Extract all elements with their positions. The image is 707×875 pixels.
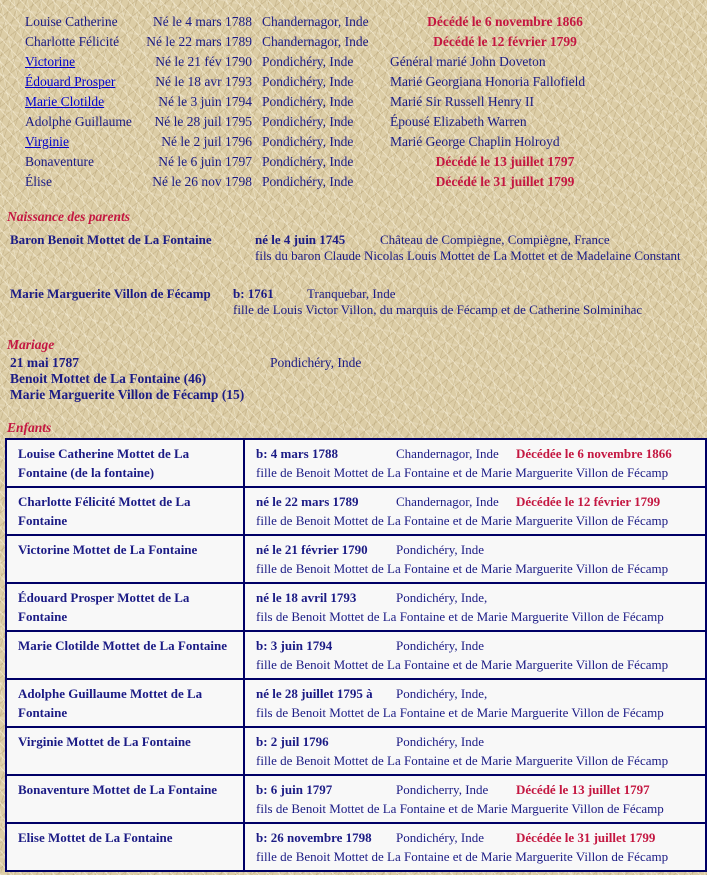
child-full-name: Charlotte Félicité Mottet de La Fontaine [6,487,244,535]
birth-place: Pondichéry, Inde [262,94,354,109]
table-row [6,727,706,775]
death-note: Décédé le 12 février 1799 [433,34,577,49]
birth-place: Chandernagor, Inde [262,34,369,49]
mother-birth-line [233,286,707,302]
father-name: Baron Benoit Mottet de La Fontaine [10,232,212,247]
birth-date: Né le 22 mars 1789 [146,34,252,49]
section-heading-mariage: Mariage [7,337,55,352]
marriage-note: Marié Sir Russell Henry II [390,94,534,109]
table-row [6,679,706,727]
section-heading-naissance-des-parents: Naissance des parents [7,209,131,224]
section-heading-enfants: Enfants [7,420,52,435]
birth-list-row [25,52,707,72]
child-birth-date: b: 6 juin 1797 [256,782,333,797]
child-lineage: fille de Benoit Mottet de La Fontaine et de Marie Marguerite Villon de Fécamp [256,465,669,480]
child-birth-date: b: 3 juin 1794 [256,638,333,653]
child-birth-date: b: 2 juil 1796 [256,734,329,749]
mother-birth-date: b: 1761 [233,286,274,301]
child-birth-line [256,636,699,655]
marriage-record [10,355,707,403]
child-full-name: Victorine Mottet de La Fontaine [6,535,244,583]
child-link-edouard-prosper[interactable]: Édouard Prosper [25,74,116,89]
child-birth-place: Pondichéry, Inde, [396,686,488,701]
father-birth-place: Château de Compiègne, Compiègne, France [380,232,610,247]
birth-list-row [25,152,707,172]
mother-lineage: fille de Louis Victor Villon, du marquis de Fécamp et de Catherine Solminihac [233,302,643,317]
child-link-marie-clotilde[interactable]: Marie Clotilde [25,94,105,109]
mother-name: Marie Marguerite Villon de Fécamp [10,286,211,301]
child-birth-date: né le 22 mars 1789 [256,494,359,509]
birth-list-row [25,172,707,192]
father-birth-line [255,232,707,248]
child-lineage: fils de Benoit Mottet de La Fontaine et de Marie Marguerite Villon de Fécamp [256,609,664,624]
birth-list-row [25,132,707,152]
child-full-name: Louise Catherine Mottet de La Fontaine (de la fontaine) [6,439,244,487]
child-birth-line [256,780,699,799]
child-lineage: fille de Benoit Mottet de La Fontaine et de Marie Marguerite Villon de Fécamp [256,753,669,768]
birth-place: Pondichéry, Inde [262,74,354,89]
birth-place: Pondichéry, Inde [262,54,354,69]
birth-date: Né le 26 nov 1798 [152,174,252,189]
father-lineage: fils du baron Claude Nicolas Louis Mottet de La Mottet et de Madelaine Constant [255,248,681,263]
child-lineage: fille de Benoit Mottet de La Fontaine et de Marie Marguerite Villon de Fécamp [256,513,669,528]
child-birth-date: b: 4 mars 1788 [256,446,338,461]
child-full-name: Édouard Prosper Mottet de La Fontaine [6,583,244,631]
child-birth-line [256,588,699,607]
birth-date: Né le 18 avr 1793 [155,74,252,89]
birth-date: Né le 28 juil 1795 [154,114,252,129]
table-row [6,487,706,535]
birth-list-row [25,12,707,32]
child-full-name: Bonaventure Mottet de La Fontaine [6,775,244,823]
table-row [6,535,706,583]
child-birth-place: Pondichéry, Inde [396,734,484,749]
child-birth-place: Pondichéry, Inde [396,542,484,557]
child-birth-place: Chandernagor, Inde [396,494,499,509]
child-birth-line [256,492,699,511]
child-full-name: Elise Mottet de La Fontaine [6,823,244,871]
children-table [5,438,707,872]
child-lineage: fils de Benoit Mottet de La Fontaine et de Marie Marguerite Villon de Fécamp [256,705,664,720]
birth-list-row [25,112,707,132]
child-birth-date: né le 18 avril 1793 [256,590,357,605]
child-birth-date: b: 26 novembre 1798 [256,830,372,845]
table-row [6,583,706,631]
marriage-note: Épousé Elizabeth Warren [390,114,527,129]
birth-date: Né le 6 juin 1797 [158,154,252,169]
child-name: Élise [25,174,52,189]
birth-date: Né le 3 juin 1794 [158,94,252,109]
birth-summary-list [0,0,707,192]
marriage-place: Pondichéry, Inde [270,355,362,370]
child-birth-place: Chandernagor, Inde [396,446,499,461]
child-death-date: Décédée le 6 novembre 1866 [516,446,672,461]
child-full-name: Adolphe Guillaume Mottet de La Fontaine [6,679,244,727]
table-row [6,439,706,487]
marriage-groom: Benoit Mottet de La Fontaine (46) [10,371,207,386]
mother-record [10,286,707,318]
child-birth-line [256,828,699,847]
child-birth-line [256,444,699,463]
birth-date: Né le 21 fév 1790 [155,54,252,69]
birth-place: Pondichéry, Inde [262,174,354,189]
table-row [6,631,706,679]
marriage-date-line [10,355,707,371]
death-note: Décédé le 13 juillet 1797 [435,154,575,169]
child-name: Louise Catherine [25,14,118,29]
birth-place: Pondichéry, Inde [262,114,354,129]
birth-place: Pondichéry, Inde [262,134,354,149]
marriage-note: Marié George Chaplin Holroyd [390,134,560,149]
child-name: Charlotte Félicité [25,34,120,49]
death-note: Décédé le 6 novembre 1866 [427,14,583,29]
birth-date: Né le 2 juil 1796 [161,134,252,149]
child-name: Adolphe Guillaume [25,114,132,129]
birth-list-row [25,92,707,112]
marriage-date: 21 mai 1787 [10,355,79,370]
child-birth-line [256,684,699,703]
birth-place: Pondichéry, Inde [262,154,354,169]
birth-date: Né le 4 mars 1788 [153,14,252,29]
child-lineage: fille de Benoit Mottet de La Fontaine et de Marie Marguerite Villon de Fécamp [256,657,669,672]
marriage-note: Marié Georgiana Honoria Fallofield [390,74,586,89]
marriage-bride: Marie Marguerite Villon de Fécamp (15) [10,387,245,402]
birth-list-row [25,72,707,92]
father-birth-date: né le 4 juin 1745 [255,232,346,247]
child-lineage: fils de Benoit Mottet de La Fontaine et de Marie Marguerite Villon de Fécamp [256,801,664,816]
child-birth-place: Pondichéry, Inde [396,830,484,845]
child-birth-place: Pondichéry, Inde [396,638,484,653]
mother-birth-place: Tranquebar, Inde [307,286,396,301]
father-record [10,232,707,264]
child-birth-place: Pondichéry, Inde, [396,590,488,605]
child-birth-line [256,732,699,751]
child-full-name: Virginie Mottet de La Fontaine [6,727,244,775]
child-death-date: Décédée le 12 février 1799 [516,494,661,509]
child-name: Bonaventure [25,154,94,169]
child-full-name: Marie Clotilde Mottet de La Fontaine [6,631,244,679]
child-birth-place: Pondicherry, Inde [396,782,489,797]
table-row [6,823,706,871]
child-birth-date: né le 28 juillet 1795 à [256,686,373,701]
child-link-victorine[interactable]: Victorine [25,54,76,69]
child-death-date: Décédée le 31 juillet 1799 [516,830,656,845]
birth-list-row [25,32,707,52]
child-link-virginie[interactable]: Virginie [25,134,69,149]
child-birth-line [256,540,699,559]
death-note: Décédé le 31 juillet 1799 [435,174,575,189]
child-lineage: fille de Benoit Mottet de La Fontaine et de Marie Marguerite Villon de Fécamp [256,849,669,864]
marriage-note: Général marié John Doveton [390,54,546,69]
child-death-date: Décédé le 13 juillet 1797 [516,782,650,797]
child-lineage: fille de Benoit Mottet de La Fontaine et de Marie Marguerite Villon de Fécamp [256,561,669,576]
birth-place: Chandernagor, Inde [262,14,369,29]
child-birth-date: né le 21 février 1790 [256,542,368,557]
table-row [6,775,706,823]
